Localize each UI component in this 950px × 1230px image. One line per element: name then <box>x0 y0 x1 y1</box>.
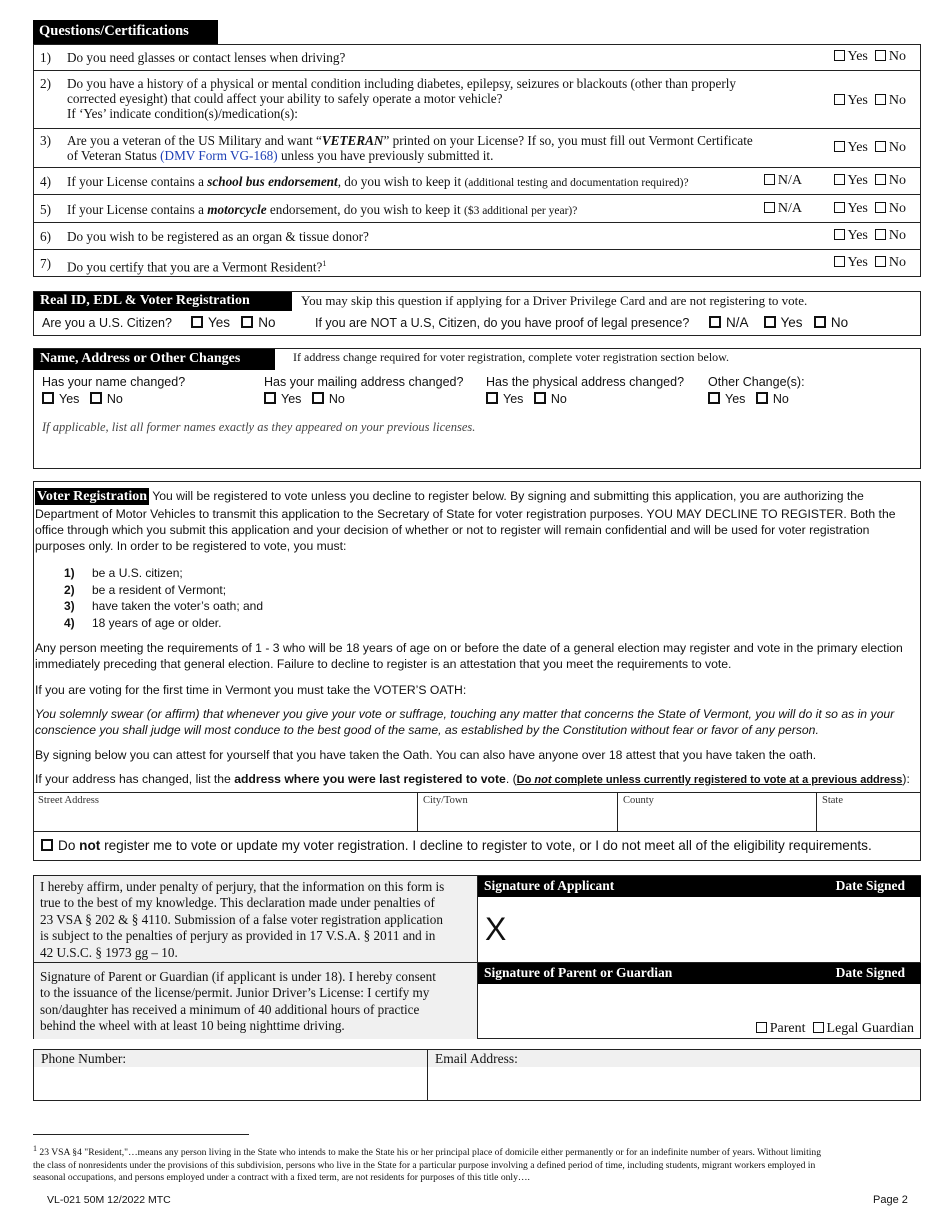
voter-intro-line: office through which you submit this application and your decision of whether or not to register will remain confidential and will be used for voter registration <box>35 523 870 537</box>
no-checkbox[interactable] <box>875 256 886 267</box>
form-id: VL-021 50M 12/2022 MTC <box>47 1194 171 1206</box>
yes-checkbox[interactable] <box>834 202 845 213</box>
yes-checkbox[interactable] <box>834 256 845 267</box>
county-label: County <box>623 795 654 806</box>
na-label: N/A <box>777 173 802 188</box>
footnote-divider <box>33 1134 249 1135</box>
question-number: 6) <box>40 229 51 244</box>
parent-signature-label: Signature of Parent or Guardian <box>484 965 673 980</box>
req-text: be a U.S. citizen; <box>92 566 183 580</box>
citizen-no-checkbox[interactable] <box>241 316 253 328</box>
no-label: No <box>888 49 906 64</box>
mailing-changed-group <box>264 375 463 406</box>
q4-text: , do you wish to keep it <box>337 174 465 189</box>
no-label: No <box>888 140 906 155</box>
no-checkbox[interactable] <box>875 202 886 213</box>
state-label: State <box>822 795 843 806</box>
no-label: No <box>258 315 276 330</box>
addr-underline: complete unless currently registered to vote at a previous address <box>551 774 903 786</box>
decline-text: register me to vote or update my voter registration. I decline to register to vote, or I do not meet all of the eligibility requirements. <box>100 838 872 853</box>
q4-text: If your License contains a <box>67 174 208 189</box>
yes-checkbox[interactable] <box>834 229 845 240</box>
no-label: No <box>550 392 567 406</box>
no-checkbox[interactable] <box>875 141 886 152</box>
parent-checkbox[interactable] <box>756 1022 767 1033</box>
signature-section <box>33 875 921 1039</box>
yes-label: Yes <box>780 315 803 330</box>
legal-guardian-checkbox[interactable] <box>813 1022 824 1033</box>
yes-no-options <box>834 173 907 188</box>
q5-text: endorsement, do you wish to keep it <box>266 202 464 217</box>
no-label: No <box>328 392 345 406</box>
signature-x-mark: X <box>485 911 507 947</box>
no-label: No <box>830 315 849 330</box>
yes-checkbox[interactable] <box>834 94 845 105</box>
na-label: N/A <box>726 315 749 330</box>
footnote-number: 1 <box>33 1144 37 1153</box>
footnote-line: 23 VSA §4 "Resident,"…means any person living in the State who intends to make the State his or her principal place of domicile either permanently or for an indefinite number of years. Without limiting <box>39 1147 822 1159</box>
presence-na-checkbox[interactable] <box>709 316 721 328</box>
question-row-3 <box>33 129 921 168</box>
mailing-changed-question: Has your mailing address changed? <box>264 375 464 389</box>
yes-no-options <box>834 49 907 64</box>
footnote-ref: 1 <box>322 259 327 268</box>
yes-label: Yes <box>847 228 868 243</box>
city-town-field[interactable] <box>418 793 618 832</box>
voter-intro-line: You will be registered to vote unless you decline to register below. By signing and submitting this application, you are authorizing the <box>152 489 864 503</box>
affirm-line: I hereby affirm, under penalty of perjury, that the information on this form is <box>40 879 445 894</box>
decline-not: not <box>79 838 101 853</box>
applicant-signature-header <box>478 876 921 897</box>
voter-intro-line: purposes only. In order to be registered to vote, you must: <box>35 539 347 553</box>
no-label: No <box>106 392 123 406</box>
req-num: 1) <box>64 566 75 580</box>
q7-text: Do you certify that you are a Vermont Resident? <box>67 259 323 275</box>
changes-header: Name, Address or Other Changes <box>34 349 275 370</box>
physical-changed-group <box>486 375 684 406</box>
na-option <box>764 173 802 188</box>
yes-label: Yes <box>59 392 80 406</box>
question-row-1 <box>33 44 921 71</box>
yes-label: Yes <box>208 315 231 330</box>
q5-note: ($3 additional per year)? <box>464 205 578 217</box>
no-label: No <box>888 93 906 108</box>
citizen-yes-checkbox[interactable] <box>191 316 203 328</box>
q2-line1: Do you have a history of a physical or mental condition including diabetes, epilepsy, seizures or blackouts (other than properly <box>67 76 736 91</box>
req-text: 18 years of age or older. <box>92 615 222 630</box>
parent-label: Parent <box>769 1021 806 1036</box>
parent-signature-field[interactable] <box>478 984 921 1039</box>
attest-text: By signing below you can attest for yourself that you have taken the Oath. You can also have anyone over 18 attest that you have taken the oath. <box>35 748 817 762</box>
former-names-field[interactable]: If applicable, list all former names exactly as they appeared on your previous licenses. <box>42 420 476 434</box>
requirement-item <box>64 598 263 615</box>
requirement-item <box>64 615 263 632</box>
req-num: 4) <box>64 615 75 630</box>
yes-label: Yes <box>725 392 746 406</box>
question-number: 1) <box>40 50 51 65</box>
presence-yes-checkbox[interactable] <box>764 316 776 328</box>
previous-address-row <box>33 792 921 832</box>
voter-primary-text: immediately preceding that general election. Failure to decline to register is an attestation that you meet the requirements to vote. <box>35 657 732 671</box>
q3-text: unless you have previously submitted it. <box>277 148 494 163</box>
question-text <box>67 256 326 274</box>
question-row-7 <box>33 250 921 277</box>
changes-section <box>33 348 921 469</box>
voter-oath: You solemnly swear (or affirm) that whenever you give your vote or suffrage, touching any matter that concerns the State of Vermont, you will do it so as in your <box>35 707 895 721</box>
question-number: 3) <box>40 133 51 148</box>
no-label: No <box>888 173 906 188</box>
presence-no-checkbox[interactable] <box>814 316 826 328</box>
guardian-type-options <box>756 1021 914 1037</box>
question-number: 4) <box>40 174 51 189</box>
yes-label: Yes <box>847 93 868 108</box>
no-label: No <box>888 201 906 216</box>
q3-text: of Veteran Status <box>67 148 161 163</box>
requirement-item <box>64 582 263 599</box>
email-field[interactable] <box>428 1050 920 1100</box>
no-label: No <box>888 255 906 270</box>
phone-label: Phone Number: <box>34 1050 427 1067</box>
na-option <box>764 201 802 216</box>
changes-note: If address change required for voter registration, complete voter registration section below. <box>293 350 730 364</box>
other-changed-yes-checkbox[interactable] <box>708 392 720 404</box>
yes-label: Yes <box>847 140 868 155</box>
veteran-emphasis: VETERAN <box>321 133 384 148</box>
realid-header: Real ID, EDL & Voter Registration <box>34 292 292 311</box>
voter-intro-line: Department of Motor Vehicles to transmit this application to the Secretary of State for voter registration purposes. YOU MAY DECLINE TO REGISTER. Both the <box>35 507 896 521</box>
voter-oath: conscience you shall judge will most conduce to the best good of the same, as established by the Constitution without fear or favor of any person. <box>35 723 819 737</box>
na-label: N/A <box>777 201 802 216</box>
yes-checkbox[interactable] <box>834 50 845 61</box>
affirm-line: 42 U.S.C. § 1973 gg – 10. <box>40 944 178 960</box>
name-changed-no-checkbox[interactable] <box>90 392 102 404</box>
realid-section <box>33 291 921 336</box>
questions-header: Questions/Certifications <box>33 20 218 44</box>
voter-intro <box>35 488 915 506</box>
question-text <box>67 202 577 219</box>
q2-line3: If ‘Yes’ indicate condition(s)/medication(s): <box>67 106 298 121</box>
yes-label: Yes <box>281 392 302 406</box>
req-num: 2) <box>64 582 75 597</box>
other-changed-group <box>708 375 805 406</box>
question-text: Do you wish to be registered as an organ & tissue donor? <box>67 229 369 244</box>
question-text <box>67 133 842 163</box>
yes-no-options <box>834 255 907 270</box>
street-address-label: Street Address <box>38 795 99 806</box>
county-field[interactable] <box>618 793 817 832</box>
affirm-line: true to the best of my knowledge. This declaration made under penalties of <box>40 895 435 911</box>
question-text <box>67 76 842 121</box>
parent-line: to the issuance of the license/permit. Junior Driver’s License: I certify my <box>40 985 430 1001</box>
addr-underline: Do <box>516 774 535 786</box>
q4-note: (additional testing and documentation required)? <box>464 177 689 189</box>
q5-text: If your License contains a <box>67 202 208 217</box>
realid-note: You may skip this question if applying for a Driver Privilege Card and are not registering to vote. <box>301 293 808 308</box>
q3-text: ” printed on your License? If so, you must fill out Vermont Certificate <box>383 133 753 148</box>
contact-section <box>33 1049 921 1101</box>
yes-no-options <box>834 201 907 216</box>
yes-label: Yes <box>847 255 868 270</box>
yes-no-options <box>834 228 907 243</box>
question-row-5 <box>33 195 921 223</box>
voter-primary-text: Any person meeting the requirements of 1 - 3 who will be 18 years of age on or before the date of a general election may register and vote in the primary election <box>35 641 903 655</box>
mailing-changed-no-checkbox[interactable] <box>312 392 324 404</box>
decline-text: Do <box>58 838 80 853</box>
name-changed-yes-checkbox[interactable] <box>42 392 54 404</box>
no-checkbox[interactable] <box>875 174 886 185</box>
state-field[interactable] <box>817 793 920 832</box>
yes-label: Yes <box>847 201 868 216</box>
no-checkbox[interactable] <box>875 94 886 105</box>
addr-text: If your address has changed, list the <box>35 772 235 786</box>
legal-guardian-label: Legal Guardian <box>826 1021 914 1036</box>
email-label: Email Address: <box>428 1050 920 1067</box>
no-label: No <box>772 392 789 406</box>
legal-presence-options <box>709 315 848 330</box>
footnote-line: seasonal occupations, and persons employed under a contract with a fixed term, are not residents for purposes of this title only…. <box>33 1172 530 1184</box>
decline-checkbox[interactable] <box>41 839 53 851</box>
no-checkbox[interactable] <box>875 50 886 61</box>
yes-no-options <box>834 140 907 155</box>
parent-line: behind the wheel with at least 10 being nighttime driving. <box>40 1018 345 1034</box>
city-town-label: City/Town <box>423 795 468 806</box>
phone-field[interactable] <box>34 1050 428 1100</box>
mailing-changed-yes-checkbox[interactable] <box>264 392 276 404</box>
address-instructions <box>35 771 915 789</box>
requirement-item <box>64 565 263 582</box>
parent-consent-text <box>34 963 478 1039</box>
parent-line: son/daughter has received a minimum of 40 additional hours of practice <box>40 1001 420 1017</box>
na-checkbox[interactable] <box>764 202 775 213</box>
req-text: be a resident of Vermont; <box>92 582 227 597</box>
parent-line: Signature of Parent or Guardian (if applicant is under 18). I hereby consent <box>40 969 436 984</box>
no-label: No <box>888 228 906 243</box>
addr-not: not <box>534 774 552 786</box>
affirm-line: is subject to the penalties of perjury as provided in 17 V.S.A. § 2011 and in <box>40 928 436 944</box>
voter-header: Voter Registration <box>37 489 148 504</box>
yes-checkbox[interactable] <box>834 141 845 152</box>
page-number: Page 2 <box>873 1194 908 1206</box>
motorcycle-emphasis: motorcycle <box>207 202 267 217</box>
yes-checkbox[interactable] <box>834 174 845 185</box>
no-checkbox[interactable] <box>875 229 886 240</box>
yes-no-options <box>834 93 907 108</box>
school-bus-emphasis: school bus endorsement <box>207 174 338 189</box>
legal-presence-question: If you are NOT a U.S, Citizen, do you have proof of legal presence? <box>315 316 690 330</box>
other-changed-question: Other Change(s): <box>708 375 805 389</box>
citizen-question: Are you a U.S. Citizen? <box>42 316 172 330</box>
addr-text: ): <box>902 772 910 786</box>
affirmation-text <box>34 876 478 963</box>
affirm-line: 23 VSA § 202 & § 4110. Submission of a false voter registration application <box>40 911 443 927</box>
question-row-6 <box>33 223 921 250</box>
name-changed-group <box>42 375 185 406</box>
question-number: 2) <box>40 76 51 91</box>
yes-label: Yes <box>847 49 868 64</box>
yes-label: Yes <box>503 392 524 406</box>
street-address-field[interactable] <box>33 793 418 832</box>
question-row-4 <box>33 168 921 195</box>
footnote-line: the class of nonresidents under the provisions of this subdivision, persons who live in the State for a particular purpose involving a defined period of time, including students, migrant workers employed in <box>33 1159 816 1171</box>
physical-changed-no-checkbox[interactable] <box>534 392 546 404</box>
other-changed-no-checkbox[interactable] <box>756 392 768 404</box>
footnote <box>33 1143 921 1185</box>
physical-changed-question: Has the physical address changed? <box>486 375 685 389</box>
q2-line2: corrected eyesight) that could affect your ability to safely operate a motor vehicle? <box>67 91 503 106</box>
addr-text: . ( <box>505 772 517 786</box>
question-row-2 <box>33 71 921 129</box>
physical-changed-yes-checkbox[interactable] <box>486 392 498 404</box>
applicant-label: Signature of Applicant <box>484 878 615 893</box>
applicant-signature-field[interactable] <box>478 897 921 963</box>
question-number: 7) <box>40 256 51 271</box>
dmv-form-link[interactable]: (DMV Form VG-168) <box>160 148 278 163</box>
parent-signature-header <box>478 963 921 984</box>
question-text <box>67 174 689 191</box>
voter-requirements <box>64 565 263 631</box>
first-time-text: If you are voting for the first time in Vermont you must take the VOTER’S OATH: <box>35 683 467 697</box>
date-signed-label: Date Signed <box>835 878 905 893</box>
yes-label: Yes <box>847 173 868 188</box>
req-text: have taken the voter’s oath; and <box>92 599 264 613</box>
name-changed-question: Has your name changed? <box>42 375 186 389</box>
question-text: Do you need glasses or contact lenses when driving? <box>67 50 346 65</box>
citizen-options <box>191 315 276 330</box>
question-number: 5) <box>40 202 51 217</box>
q3-text: Are you a veteran of the US Military and want “ <box>67 133 322 148</box>
date-signed-label: Date Signed <box>835 965 905 980</box>
decline-registration <box>41 838 872 853</box>
req-num: 3) <box>64 599 75 613</box>
addr-bold: address where you were last registered to vote <box>234 772 506 786</box>
na-checkbox[interactable] <box>764 174 775 185</box>
